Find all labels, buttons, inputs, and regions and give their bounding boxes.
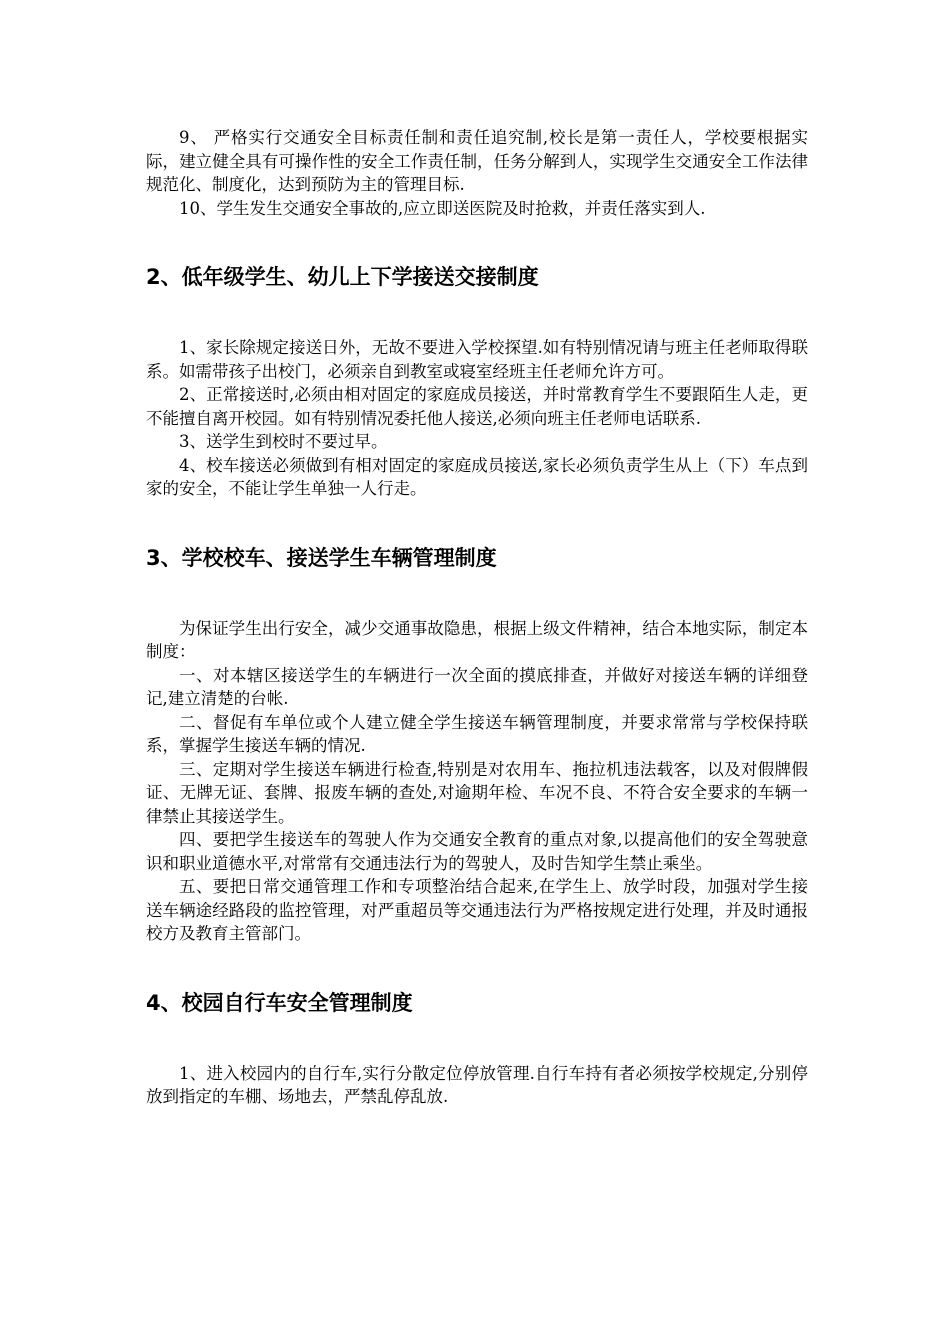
paragraph: 为保证学生出行安全，减少交通事故隐患，根据上级文件精神，结合本地实际，制定本制度： [146, 618, 808, 661]
paragraph: 二、督促有车单位或个人建立健全学生接送车辆管理制度，并要求常常与学校保持联系，掌握学生接送车辆的情况. [146, 712, 808, 755]
paragraph: 四、要把学生接送车的驾驶人作为交通安全教育的重点对象,以提高他们的安全驾驶意识和职业道德水平,对常常有交通违法行为的驾驶人，及时告知学生禁止乘坐。 [146, 830, 808, 873]
paragraph: 一、对本辖区接送学生的车辆进行一次全面的摸底排查，并做好对接送车辆的详细登记,建立清楚的台帐. [146, 665, 808, 708]
section-school-bus [146, 543, 808, 946]
section-bicycle [146, 988, 808, 1109]
paragraph: 三、定期对学生接送车辆进行检查,特别是对农用车、拖拉机违法载客，以及对假牌假证、无牌无证、套牌、报废车辆的查处,对逾期年检、车况不良、不符合安全要求的车辆一律禁止其接送学生。 [146, 759, 808, 826]
section-traffic-responsibility [146, 126, 808, 220]
paragraph: 1、进入校园内的自行车,实行分散定位停放管理.自行车持有者必须按学校规定,分别停放到指定的车棚、场地去，严禁乱停乱放. [146, 1063, 808, 1106]
paragraph: 1、家长除规定接送日外，无故不要进入学校探望.如有特别情况请与班主任老师取得联系。如需带孩子出校门，必须亲自到教室或寝室经班主任老师允许方可。 [146, 338, 808, 381]
paragraph: 10、学生发生交通安全事故的,应立即送医院及时抢救，并责任落实到人. [179, 198, 706, 218]
paragraph: 2、正常接送时,必须由相对固定的家庭成员接送，并时常教育学生不要跟陌生人走，更不能擅自离开校园。如有特别情况委托他人接送,必须向班主任老师电话联系. [146, 385, 808, 428]
section-pickup-dropoff [146, 262, 808, 501]
section-heading: 3、学校校车、接送学生车辆管理制度 [146, 545, 497, 570]
paragraph: 4、校车接送必须做到有相对固定的家庭成员接送,家长必须负责学生从上（下）车点到家的安全，不能让学生单独一人行走。 [146, 455, 808, 498]
section-heading: 2、低年级学生、幼儿上下学接送交接制度 [146, 265, 539, 289]
paragraph: 3、送学生到校时不要过早。 [179, 432, 388, 451]
paragraph: 9、 严格实行交通安全目标责任制和责任追究制,校长是第一责任人，学校要根据实际，建立健全具有可操作性的安全工作责任制，任务分解到人，实现学生交通安全工作法律规范化、制度化，达到预防为主的管理目标. [146, 128, 808, 194]
section-heading: 4、校园自行车安全管理制度 [146, 990, 413, 1015]
paragraph: 五、要把日常交通管理工作和专项整治结合起来,在学生上、放学时段，加强对学生接送车辆途经路段的监控管理，对严重超员等交通违法行为严格按规定进行处理，并及时通报校方及教育主管部门。 [146, 877, 808, 943]
document-body [146, 126, 808, 1109]
